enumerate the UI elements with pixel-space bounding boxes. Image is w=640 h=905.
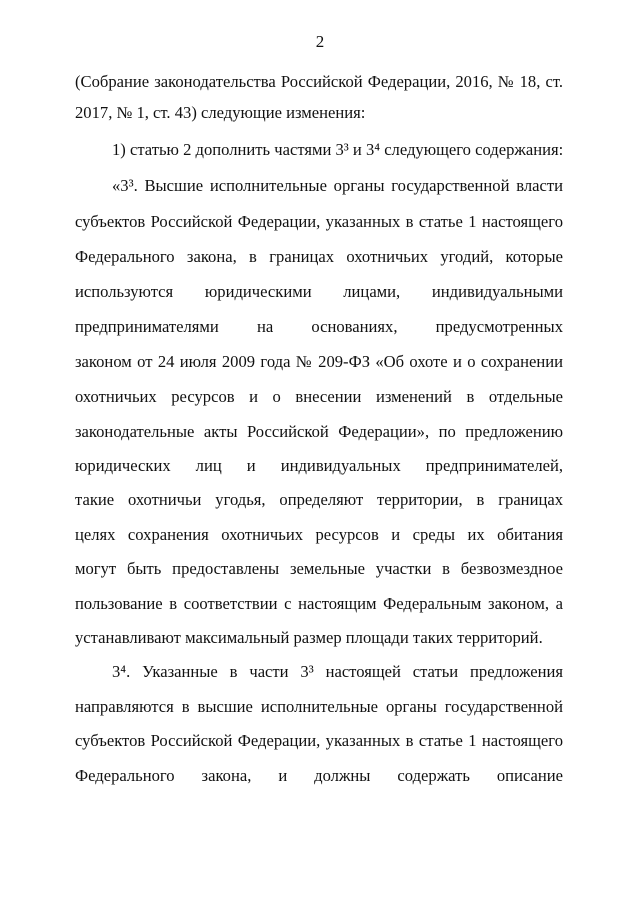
text-line: «3³. Высшие исполнительные органы государственной власти	[112, 176, 563, 195]
text-line: устанавливают максимальный размер площади таких территорий.	[75, 628, 543, 647]
text-line: такие охотничьи угодья, определяют территории, в границах	[75, 490, 563, 509]
text-line: законодательные акты Российской Федерации», по предложению	[75, 422, 563, 441]
page-number: 2	[315, 32, 325, 51]
text-line: целях сохранения охотничьих ресурсов и среды их обитания	[75, 525, 563, 544]
text-line: 1) статью 2 дополнить частями 3³ и 3⁴ следующего содержания:	[112, 140, 564, 159]
text-line: Федерального закона, и должны содержать описание	[75, 766, 563, 785]
text-line: законом от 24 июля 2009 года № 209-ФЗ «Об охоте и о сохранении	[75, 352, 563, 371]
text-line: субъектов Российской Федерации, указанных в статье 1 настоящего	[75, 212, 563, 231]
text-line: 3⁴. Указанные в части 3³ настоящей статьи предложения	[112, 662, 563, 681]
text-line: охотничьих ресурсов и о внесении изменений в отдельные	[75, 387, 563, 406]
text-line: пользование в соответствии с настоящим Федеральным законом, а	[75, 594, 563, 613]
text-line: направляются в высшие исполнительные органы государственной	[75, 697, 563, 716]
text-line: используются юридическими лицами, индивидуальными	[75, 282, 563, 301]
text-line: юридических лиц и индивидуальных предпринимателей,	[75, 456, 563, 475]
text-line: предпринимателями на основаниях, предусмотренных	[75, 317, 563, 336]
text-line: могут быть предоставлены земельные участки в безвозмездное	[75, 559, 563, 578]
text-line: Федерального закона, в границах охотничьих угодий, которые	[75, 247, 563, 266]
text-line: (Собрание законодательства Российской Федерации, 2016, № 18, ст.	[75, 72, 563, 91]
text-line: субъектов Российской Федерации, указанных в статье 1 настоящего	[75, 731, 563, 750]
text-line: 2017, № 1, ст. 43) следующие изменения:	[75, 103, 366, 122]
